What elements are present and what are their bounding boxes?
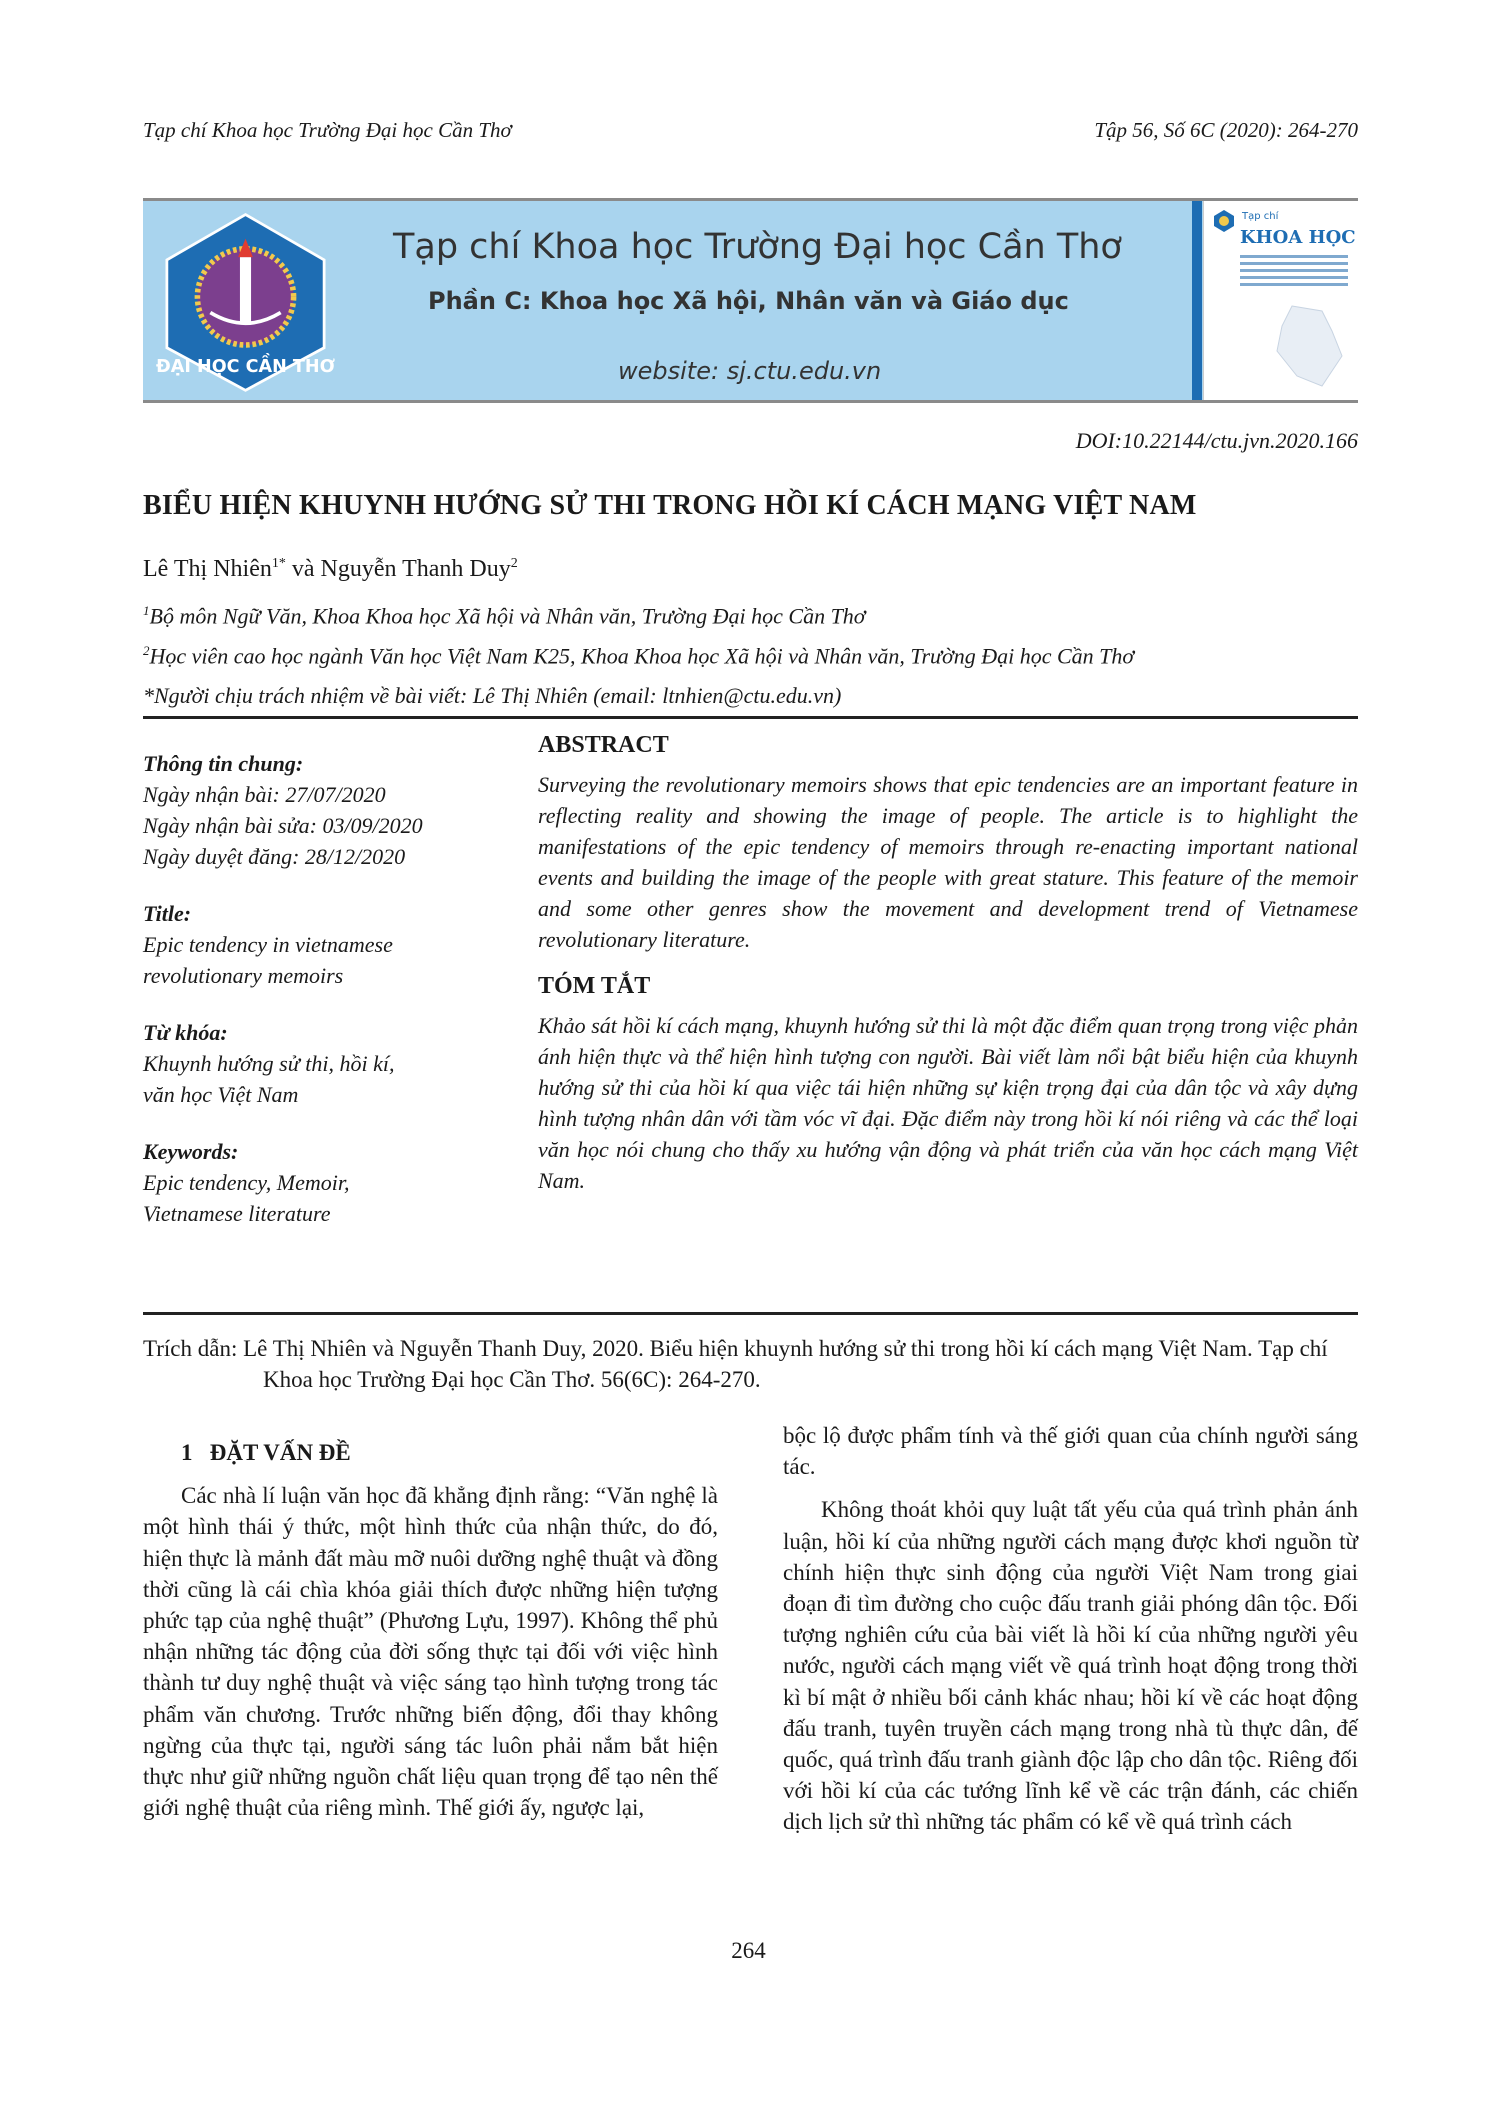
section-1-paragraph-1: Các nhà lí luận văn học đã khẳng định rằng: “Văn nghệ là một hình thái ý thức, một hình thức của nhận thức, do đó, hiện thực là mảnh đất màu mỡ nuôi dưỡng nghệ thuật và đồng thời cũng là cái chìa khóa giải thích được những hiện tượng phức tạp của nghệ thuật” (Phương Lựu, 1997). Không thể phủ nhận những tác động của đời sống thực tại đối với việc hình thành tư duy nghệ thuật và việc sáng tạo hình tượng trong tác phẩm văn chương. Trước những biến động, đổi thay không ngừng của thực tại, người sáng tác luôn phải nắm bắt hiện thực như giữ những nguồn chất liệu quan trọng để tạo nên thế giới nghệ thuật của riêng mình. Thế giới ấy, ngược lại, [143,1483,718,1821]
affiliation-1-sup: 1 [143,603,150,618]
banner-website: website: sj.ctu.edu.vn [618,357,882,385]
english-title-line-2: revolutionary memoirs [143,963,344,988]
author-1-sup: 1* [271,556,286,571]
volume-info-head: Tập 56, Số 6C (2020): 264-270 [1094,118,1358,142]
abstract-text: Surveying the revolutionary memoirs shows that epic tendencies are an important feature in reflecting reality and showing the image of people. The article is to highlight the manifestations of the epic tendency of memoirs through re-enacting important national events and building the image of the people with great stature. This feature of the memoir and some other genres show the movement and development trend of Vietnamese revolutionary literature. [538,772,1358,952]
body-column-left [143,1420,718,1835]
title-heading: Title: [143,901,192,926]
authors [143,556,518,583]
section-1-heading: 1 ĐẶT VẤN ĐỀ [181,1440,351,1465]
received-date: Ngày nhận bài: 27/07/2020 [143,782,386,807]
logo-text: ĐẠI HỌC CẦN THƠ [156,356,335,377]
revised-date: Ngày nhận bài sửa: 03/09/2020 [143,813,423,838]
header-rule [143,716,1358,719]
section-1-paragraph-2: Không thoát khỏi quy luật tất yếu của quá trình phản ánh luận, hồi kí của những người cách mạng được khơi nguồn từ chính hiện thực sinh động của người Việt Nam trong giai đoạn đi tìm đường cho cuộc đấu tranh giải phóng dân tộc. Đối tượng nghiên cứu của bài viết là hồi kí của những người yêu nước, người cách mạng viết về quá trình hoạt động trong thời kì bí mật ở nhiều bối cảnh khác nhau; hồi kí về các hoạt động đấu tranh, tuyên truyền cách mạng trong nhà tù thực dân, đế quốc, quá trình đấu tranh giành độc lập cho dân tộc. Riêng đối với hồi kí của các tướng lĩnh kể về các trận đánh, các chiến dịch lịch sử thì những tác phẩm có kể về quá trình cách [783,1497,1358,1835]
keywords-heading: Keywords: [143,1139,239,1164]
article-info [143,748,488,1255]
keywords-line-2: Vietnamese literature [143,1201,331,1226]
author-2-sup: 2 [510,556,518,571]
english-title-block [143,898,488,991]
general-info [143,748,488,872]
affiliation-2 [143,643,1134,669]
article-title: BIỂU HIỆN KHUYNH HƯỚNG SỬ THI TRONG HỒI KÍ CÁCH MẠNG VIỆT NAM [143,490,1197,521]
map-icon [1262,301,1352,391]
tomtat-heading: TÓM TẮT [538,973,651,999]
general-heading: Thông tin chung: [143,751,304,776]
english-title-line-1: Epic tendency in vietnamese [143,932,393,957]
tukhoa-line-1: Khuynh hướng sử thi, hồi kí, [143,1051,395,1076]
banner-title: Tạp chí Khoa học Trường Đại học Cần Thơ [393,227,1122,267]
author-and: và [285,556,321,582]
body-column-right [783,1420,1358,1850]
accepted-date: Ngày duyệt đăng: 28/12/2020 [143,844,406,869]
affiliation-1-text: Bộ môn Ngữ Văn, Khoa Khoa học Xã hội và Nhân văn, Trường Đại học Cần Thơ [149,603,866,629]
university-logo [153,209,338,394]
doi: DOI:10.22144/ctu.jvn.2020.166 [1075,428,1358,453]
cover-small-label: Tạp chí [1242,211,1279,222]
cover-emblem-icon [1212,209,1236,233]
affiliation-1 [143,603,866,629]
banner-divider-strip [1192,201,1202,400]
keywords-block [143,1136,488,1229]
banner-subtitle: Phần C: Khoa học Xã hội, Nhân văn và Giáo dục [428,287,1069,315]
section-1-paragraph-1-continued: bộc lộ được phẩm tính và thế giới quan của chính người sáng tác. [783,1423,1358,1480]
abstract-heading: ABSTRACT [538,732,669,758]
abstract-rule [143,1312,1358,1315]
tomtat-text: Khảo sát hồi kí cách mạng, khuynh hướng sử thi là một đặc điểm quan trọng trong việc phản ánh hiện thực và thể hiện hình tượng con người. Bài viết làm nổi bật biểu hiện của khuynh hướng sử thi của hồi kí qua việc tái hiện những sự kiện trọng đại của dân tộc và xây dựng hình tượng nhân dân với tầm vóc vĩ đại. Đặc điểm này trong hồi kí nói riêng và các thể loại văn học nói chung cho thấy xu hướng vận động và phát triển của văn học cách mạng Việt Nam. [538,1013,1358,1193]
abstract-column [538,732,1358,1196]
journal-banner [143,198,1358,403]
keywords-line-1: Epic tendency, Memoir, [143,1170,350,1195]
journal-cover-thumbnail [1203,201,1358,400]
affiliation-2-sup: 2 [143,643,150,658]
cover-big-label: KHOA HỌC [1240,227,1356,248]
journal-name-head: Tạp chí Khoa học Trường Đại học Cần Thơ [143,118,512,142]
running-head [143,118,1358,143]
affiliation-2-text: Học viên cao học ngành Văn học Việt Nam K25, Khoa Khoa học Xã hội và Nhân văn, Trường Đại học Cần Thơ [149,643,1135,669]
page-number: 264 [731,1938,766,1963]
cover-lines [1240,255,1348,290]
tukhoa-heading: Từ khóa: [143,1020,228,1045]
corresponding-author: *Người chịu trách nhiệm về bài viết: Lê Thị Nhiên (email: ltnhien@ctu.edu.vn) [143,683,842,708]
citation: Trích dẫn: Lê Thị Nhiên và Nguyễn Thanh Duy, 2020. Biểu hiện khuynh hướng sử thi trong hồi kí cách mạng Việt Nam. Tạp chí Khoa học Trường Đại học Cần Thơ. 56(6C): 264-270. [143,1336,1328,1392]
tukhoa-line-2: văn học Việt Nam [143,1082,299,1107]
tukhoa-block [143,1017,488,1110]
author-1: Lê Thị Nhiên [143,556,272,582]
author-2: Nguyễn Thanh Duy [320,556,511,582]
